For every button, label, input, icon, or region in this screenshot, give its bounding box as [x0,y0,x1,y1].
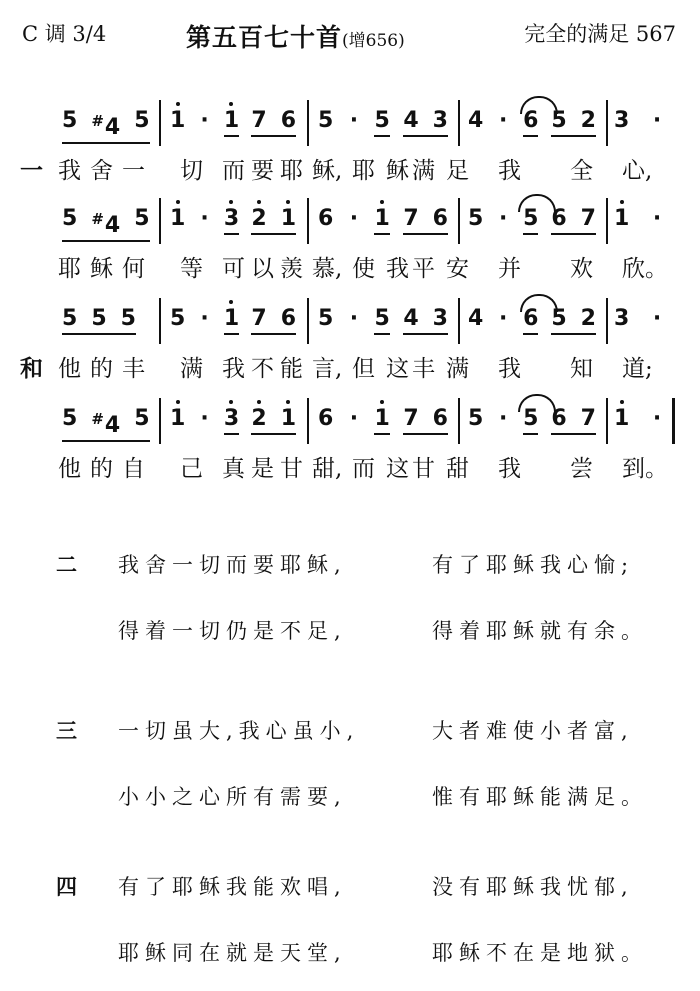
notation-row [0,398,700,444]
lyric-syllable: 而 [222,158,245,184]
final-bar-line [672,398,675,444]
hymn-subtitle: 完全的满足 567 [524,22,676,46]
lyric-syllable: 全 [570,158,593,184]
lyric-syllable: 要 [251,158,274,184]
lyric-syllable: 能 [280,356,303,382]
note: 1 [614,198,629,232]
note: #4 [91,112,121,140]
dot-duration: · [499,406,508,431]
bar-line [307,198,309,244]
lyric-syllable: 但 [352,356,375,382]
beam-group [374,298,389,335]
bar-line [458,100,460,146]
beam-group [551,198,596,235]
note: 4 [403,108,419,133]
beam-group [403,198,448,235]
bar-line [606,198,608,244]
note: 6 [523,108,539,133]
measure [318,198,448,244]
note: 2 [251,398,266,432]
note: 7 [403,206,419,231]
lyric-syllable: 我 [58,158,81,184]
note: 5 [523,206,539,231]
dot-duration: · [200,406,209,431]
verse-marker: 和 [20,355,43,382]
lyric-syllable: 的 [90,356,113,382]
note: 2 [251,198,266,232]
lyric-syllable: 羡 [280,256,303,282]
beam-group [62,198,150,242]
note: 6 [432,406,448,431]
beam-group [62,100,150,144]
verse-number: 二 [56,552,77,577]
beam-group [374,198,389,235]
lyric-syllable: 不 [251,356,274,382]
note: 3 [614,108,630,133]
note: 6 [318,206,334,231]
dot-duration: · [349,108,359,133]
note: 3 [224,198,239,232]
notation-row [0,100,700,146]
hymn-supplement-number: (增656) [342,31,405,51]
lyric-row [0,350,700,390]
lyric-syllable: 稣 [386,158,409,184]
verse-first-half: 得着一切仍是不足, [118,619,347,643]
beam-group [374,100,389,137]
dot-duration: · [349,206,359,231]
measure [170,298,296,344]
lyric-syllable: 耶 [58,256,81,282]
lyric-syllable: 尝 [570,456,593,482]
dot-duration: · [499,206,508,231]
dot-duration: · [652,108,662,133]
beam-group [403,398,448,435]
note: 1 [170,398,185,432]
verse-first-half: 有了耶稣我能欢唱, [118,875,347,899]
note: 5 [374,108,390,133]
lyric-syllable: 是 [251,456,274,482]
lyric-row [0,152,700,192]
lyric-syllable: 甜, [312,456,343,482]
verse-first-half: 小小之心所有需要, [118,785,347,809]
verse-marker: 一 [20,157,43,184]
measure [614,198,664,244]
note: 1 [281,398,296,432]
note: 7 [251,306,267,331]
measure [62,198,152,244]
lyric-row [0,250,700,290]
note: 5 [170,306,186,331]
notation-row [0,198,700,244]
dot-duration: · [349,406,359,431]
beam-group [224,298,239,335]
note: 5 [318,306,334,331]
note: 5 [318,108,334,133]
note: 1 [281,198,296,232]
note: 3 [432,108,448,133]
note: 5 [468,406,484,431]
lyric-syllable: 何 [122,256,145,282]
bar-line [159,398,161,444]
measure [62,298,152,344]
slur [518,194,556,212]
dot-duration: · [499,108,508,133]
lyric-syllable: 舍 [90,158,113,184]
note: 3 [614,306,630,331]
note: 1 [224,298,239,332]
note: 7 [580,406,596,431]
note: 5 [62,406,78,431]
note: 1 [614,398,629,432]
note: 5 [62,108,78,133]
lyric-syllable: 我 [498,158,521,184]
note: 3 [224,398,239,432]
lyric-syllable: 心, [622,158,653,184]
slur [518,394,556,412]
lyric-syllable: 平 [412,256,435,282]
note: 1 [374,198,389,232]
note: 5 [551,306,567,331]
note: 1 [170,100,185,134]
lyric-syllable: 使 [352,256,375,282]
lyric-syllable: 甘 [412,456,435,482]
dot-duration: · [499,306,508,331]
measure [318,398,448,444]
bar-line [606,398,608,444]
lyric-syllable: 足 [446,158,469,184]
lyric-syllable: 稣 [90,256,113,282]
note: 5 [134,108,150,133]
notation-row [0,298,700,344]
dot-duration: · [652,206,662,231]
note: 6 [280,108,296,133]
bar-line [307,398,309,444]
bar-line [458,298,460,344]
lyric-syllable: 他 [58,456,81,482]
lyric-syllable: 等 [180,256,203,282]
note: 4 [468,306,484,331]
note: 6 [523,306,539,331]
lyric-syllable: 我 [222,356,245,382]
note: 5 [134,406,150,431]
lyric-syllable: 我 [498,356,521,382]
bar-line [458,198,460,244]
lyric-syllable: 以 [251,256,274,282]
bar-line [307,298,309,344]
dot-duration: · [652,306,662,331]
note: 5 [374,306,390,331]
lyric-syllable: 言, [312,356,343,382]
note: 5 [134,206,150,231]
measure [318,298,448,344]
beam-group [224,398,239,435]
dot-duration: · [652,406,662,431]
lyric-row [0,450,700,490]
lyric-syllable: 甘 [280,456,303,482]
lyric-syllable: 这 [386,456,409,482]
verse-number: 三 [56,718,77,743]
lyric-syllable: 真 [222,456,245,482]
hymn-title [186,18,405,54]
beam-group [251,198,296,235]
note: 7 [403,406,419,431]
beam-group [251,298,296,335]
note: 6 [280,306,296,331]
dot-duration: · [349,306,359,331]
lyric-syllable: 他 [58,356,81,382]
measure [614,100,664,146]
measure [614,298,664,344]
measure [62,398,152,444]
note: 6 [551,206,567,231]
lyric-syllable: 到。 [622,456,668,482]
beam-group [224,100,239,137]
measure [318,100,448,146]
note: 1 [170,198,185,232]
measure [170,198,296,244]
verse-first-half: 耶稣同在就是天堂, [118,941,347,965]
note: 4 [403,306,419,331]
dot-duration: · [200,108,209,133]
lyric-syllable: 道; [622,356,653,382]
beam-group [403,100,448,137]
lyric-syllable: 可 [222,256,245,282]
lyric-syllable: 知 [570,356,593,382]
hymn-number: 第五百七十首 [186,23,343,52]
bar-line [606,298,608,344]
measure [170,100,296,146]
bar-line [159,298,161,344]
beam-group [251,398,296,435]
lyric-syllable: 欢 [570,256,593,282]
lyric-syllable: 甜 [446,456,469,482]
beam-group [403,298,448,335]
lyric-syllable: 切 [180,158,203,184]
beam-group [551,398,596,435]
bar-line [307,100,309,146]
beam-group [251,100,296,137]
measure [614,398,664,444]
lyric-syllable: 安 [446,256,469,282]
note: 6 [551,406,567,431]
lyric-syllable: 这 [386,356,409,382]
verse-second-half: 有了耶稣我心愉; [432,553,635,577]
bar-line [606,100,608,146]
lyric-syllable: 一 [122,158,145,184]
lyric-syllable: 满 [180,356,203,382]
bar-line [159,100,161,146]
beam-group [62,298,136,335]
lyric-syllable: 欣。 [622,256,668,282]
note: 7 [251,108,267,133]
measure [170,398,296,444]
note: 5 [523,406,539,431]
lyric-syllable: 并 [498,256,521,282]
lyric-syllable: 慕, [312,256,343,282]
note: 4 [468,108,484,133]
note: 6 [318,406,334,431]
lyric-syllable: 满 [412,158,435,184]
verse-second-half: 得着耶稣就有余。 [432,619,648,643]
lyric-syllable: 稣, [312,158,343,184]
note: 6 [432,206,448,231]
note: #4 [91,210,121,238]
beam-group [224,198,239,235]
lyric-syllable: 丰 [412,356,435,382]
lyric-syllable: 满 [446,356,469,382]
beam-group [551,100,596,137]
beam-group [551,298,596,335]
verse-second-half: 大者难使小者富, [432,719,634,743]
lyric-syllable: 而 [352,456,375,482]
slur [520,294,558,312]
note: 5 [62,206,78,231]
lyric-syllable: 己 [180,456,203,482]
bar-line [458,398,460,444]
verse-first-half: 我舍一切而要耶稣, [118,553,347,577]
key-signature: C 调 3/4 [22,22,107,46]
note: 5 [468,206,484,231]
verse-second-half: 耶稣不在是地狱。 [432,941,648,965]
measure [62,100,152,146]
note: 7 [580,206,596,231]
note: #4 [91,410,121,438]
note: 5 [62,306,78,331]
lyric-syllable: 我 [498,456,521,482]
verse-first-half: 一切虽大,我心虽小, [118,719,360,743]
note: 2 [580,306,596,331]
verse-second-half: 惟有耶稣能满足。 [432,785,648,809]
lyric-syllable: 耶 [352,158,375,184]
note: 1 [374,398,389,432]
note: 2 [580,108,596,133]
verse-second-half: 没有耶稣我忧郁, [432,875,634,899]
lyric-syllable: 自 [122,456,145,482]
lyric-syllable: 我 [386,256,409,282]
lyric-syllable: 的 [90,456,113,482]
note: 5 [551,108,567,133]
beam-group [62,398,150,442]
verse-number: 四 [56,874,77,899]
slur [520,96,558,114]
note: 3 [432,306,448,331]
lyric-syllable: 耶 [280,158,303,184]
dot-duration: · [200,306,209,331]
note: 5 [120,306,136,331]
note: 5 [91,306,107,331]
dot-duration: · [200,206,209,231]
lyric-syllable: 丰 [122,356,145,382]
beam-group [374,398,389,435]
note: 1 [224,100,239,134]
bar-line [159,198,161,244]
